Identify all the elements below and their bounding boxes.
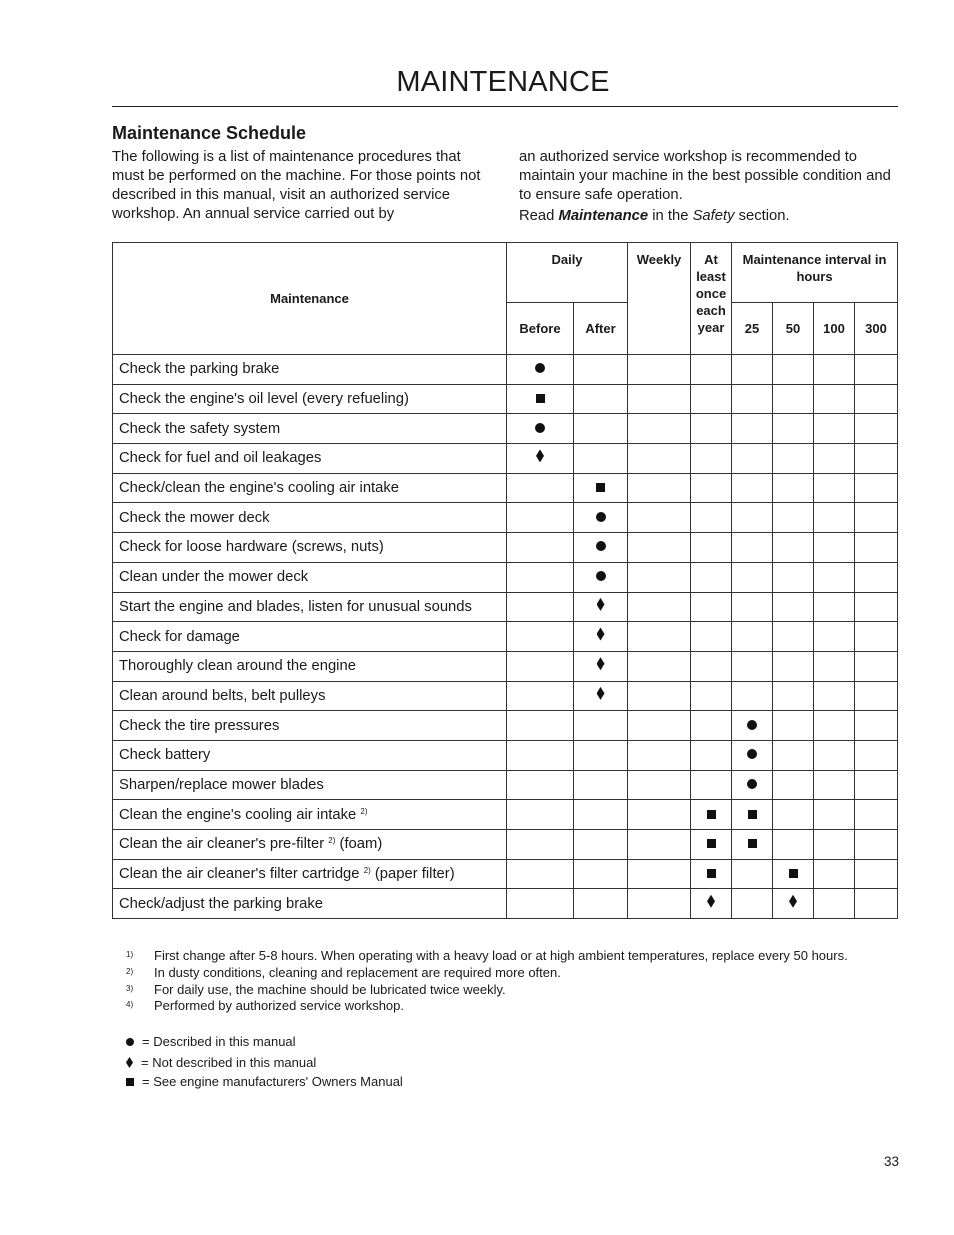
row-label	[113, 770, 507, 800]
row-label	[113, 681, 507, 711]
footnote-number: 3)	[126, 983, 134, 993]
schedule-cell	[732, 473, 773, 503]
square-icon	[707, 810, 716, 819]
read-reference	[519, 207, 899, 226]
header-25-hours: 25	[732, 303, 773, 355]
schedule-cell	[814, 533, 855, 563]
footnote-number: 4)	[126, 1000, 134, 1010]
footnotes	[126, 948, 848, 1015]
table-row	[113, 889, 898, 919]
schedule-cell	[855, 503, 898, 533]
schedule-cell	[773, 414, 814, 444]
row-label-text: Thoroughly clean around the engine	[119, 658, 356, 675]
schedule-cell	[814, 622, 855, 652]
row-label-suffix: (paper filter)	[370, 866, 455, 883]
schedule-cell	[507, 740, 574, 770]
schedule-cell	[855, 592, 898, 622]
square-icon	[707, 869, 716, 878]
schedule-cell	[691, 770, 732, 800]
header-50-hours: 50	[773, 303, 814, 355]
schedule-cell	[855, 414, 898, 444]
header-maintenance: Maintenance	[113, 243, 507, 355]
row-label	[113, 473, 507, 503]
footnote-ref: 2)	[360, 806, 368, 816]
intro-right-text: an authorized service workshop is recommended to maintain your machine in the best possible condition and to ensure safe operation.	[519, 149, 891, 203]
schedule-cell	[814, 384, 855, 414]
table-row	[113, 503, 898, 533]
schedule-cell	[773, 681, 814, 711]
schedule-cell	[773, 830, 814, 860]
schedule-cell	[574, 859, 628, 889]
schedule-cell	[574, 355, 628, 385]
schedule-cell	[814, 740, 855, 770]
row-label-text: Clean the engine's cooling air intake	[119, 806, 357, 823]
section-title: Maintenance Schedule	[112, 123, 307, 143]
schedule-cell	[691, 711, 732, 741]
schedule-cell	[855, 770, 898, 800]
schedule-cell	[507, 562, 574, 592]
schedule-cell	[773, 533, 814, 563]
schedule-cell	[628, 622, 691, 652]
header-after: After	[574, 303, 628, 355]
title-divider	[112, 106, 898, 107]
footnote-text: First change after 5-8 hours. When operating with a heavy load or at high ambient temperatures, replace every 50 hours.	[154, 948, 848, 963]
schedule-cell	[574, 533, 628, 563]
legend-square	[126, 1074, 403, 1089]
schedule-cell	[814, 830, 855, 860]
row-label	[113, 592, 507, 622]
row-label	[113, 830, 507, 860]
schedule-cell	[507, 414, 574, 444]
schedule-cell	[507, 889, 574, 919]
header-100-hours: 100	[814, 303, 855, 355]
row-label	[113, 384, 507, 414]
schedule-cell	[507, 355, 574, 385]
schedule-cell	[507, 473, 574, 503]
schedule-cell	[507, 651, 574, 681]
schedule-cell	[773, 592, 814, 622]
circle-icon	[747, 720, 757, 730]
schedule-cell	[507, 830, 574, 860]
header-interval: Maintenance interval in hours	[732, 243, 898, 303]
schedule-cell	[628, 889, 691, 919]
diamond-icon	[597, 687, 605, 700]
schedule-cell	[773, 859, 814, 889]
schedule-cell	[628, 414, 691, 444]
row-label-text: Check the safety system	[119, 420, 281, 437]
schedule-cell	[814, 592, 855, 622]
schedule-cell	[691, 800, 732, 830]
row-label	[113, 355, 507, 385]
table-row	[113, 859, 898, 889]
schedule-cell	[691, 681, 732, 711]
schedule-cell	[732, 711, 773, 741]
schedule-cell	[628, 770, 691, 800]
schedule-cell	[855, 681, 898, 711]
schedule-cell	[628, 859, 691, 889]
schedule-cell	[628, 740, 691, 770]
schedule-cell	[691, 889, 732, 919]
schedule-cell	[628, 681, 691, 711]
schedule-cell	[855, 889, 898, 919]
circle-icon	[596, 541, 606, 551]
schedule-cell	[773, 622, 814, 652]
schedule-cell	[691, 859, 732, 889]
schedule-cell	[773, 355, 814, 385]
diamond-icon	[536, 449, 544, 462]
schedule-cell	[574, 473, 628, 503]
schedule-cell	[691, 651, 732, 681]
header-weekly: Weekly	[628, 243, 691, 355]
schedule-cell	[855, 622, 898, 652]
schedule-cell	[574, 384, 628, 414]
schedule-cell	[855, 384, 898, 414]
table-row	[113, 740, 898, 770]
footnote-ref: 2)	[363, 866, 371, 876]
intro-left-column: The following is a list of maintenance procedures that must be performed on the machine. For those points not described in this manual, visit an authorized service workshop. An annual service carried out by	[112, 149, 481, 222]
read-suffix: section.	[734, 208, 790, 224]
footnote-3	[126, 982, 848, 999]
schedule-cell	[574, 889, 628, 919]
schedule-cell	[814, 562, 855, 592]
row-label-text: Check/clean the engine's cooling air intake	[119, 480, 400, 497]
row-label-text: Clean under the mower deck	[119, 569, 309, 586]
read-prefix: Read	[519, 208, 559, 224]
schedule-cell	[814, 711, 855, 741]
table-row	[113, 414, 898, 444]
row-label	[113, 651, 507, 681]
header-yearly	[691, 243, 732, 355]
row-label-text: Check the tire pressures	[119, 717, 280, 734]
schedule-cell	[732, 681, 773, 711]
page-title: MAINTENANCE	[396, 66, 610, 98]
row-label	[113, 622, 507, 652]
diamond-icon	[597, 628, 605, 641]
row-label	[113, 533, 507, 563]
schedule-cell	[507, 711, 574, 741]
schedule-cell	[814, 414, 855, 444]
schedule-cell	[732, 830, 773, 860]
schedule-cell	[691, 503, 732, 533]
schedule-cell	[574, 562, 628, 592]
circle-icon	[747, 779, 757, 789]
table-row	[113, 800, 898, 830]
schedule-cell	[814, 889, 855, 919]
schedule-cell	[628, 444, 691, 474]
schedule-cell	[507, 592, 574, 622]
row-label	[113, 711, 507, 741]
table-row	[113, 473, 898, 503]
schedule-cell	[628, 355, 691, 385]
schedule-cell	[814, 859, 855, 889]
schedule-cell	[732, 889, 773, 919]
intro-right-column	[519, 148, 899, 226]
legend-square-text: = See engine manufacturers' Owners Manual	[142, 1074, 403, 1089]
row-label-text: Check battery	[119, 747, 211, 764]
schedule-cell	[855, 651, 898, 681]
table-row	[113, 651, 898, 681]
footnote-2	[126, 965, 848, 982]
schedule-cell	[814, 473, 855, 503]
schedule-cell	[628, 533, 691, 563]
maintenance-schedule-table	[112, 242, 898, 919]
row-label-text: Check for fuel and oil leakages	[119, 450, 322, 467]
schedule-cell	[855, 444, 898, 474]
diamond-icon	[126, 1057, 133, 1068]
schedule-cell	[773, 800, 814, 830]
square-icon	[748, 839, 757, 848]
schedule-cell	[628, 503, 691, 533]
circle-icon	[126, 1038, 134, 1046]
footnote-text: Performed by authorized service workshop.	[154, 998, 405, 1014]
schedule-cell	[574, 711, 628, 741]
schedule-cell	[855, 800, 898, 830]
square-icon	[707, 839, 716, 848]
schedule-cell	[574, 622, 628, 652]
schedule-cell	[574, 770, 628, 800]
schedule-cell	[691, 622, 732, 652]
schedule-cell	[855, 355, 898, 385]
header-daily: Daily	[507, 243, 628, 303]
schedule-cell	[628, 384, 691, 414]
legend-circle	[126, 1034, 296, 1049]
schedule-cell	[732, 740, 773, 770]
row-label-text: Check the parking brake	[119, 361, 280, 378]
schedule-cell	[773, 889, 814, 919]
schedule-cell	[814, 444, 855, 474]
footnote-ref: 2)	[328, 836, 336, 846]
square-icon	[536, 394, 545, 403]
footnote-4	[126, 998, 848, 1015]
page-number: 33	[884, 1154, 900, 1169]
schedule-cell	[855, 533, 898, 563]
row-label	[113, 562, 507, 592]
read-maintenance-link: Maintenance	[558, 208, 649, 224]
circle-icon	[596, 571, 606, 581]
schedule-cell	[732, 355, 773, 385]
schedule-cell	[691, 384, 732, 414]
table-row	[113, 562, 898, 592]
legend-diamond	[126, 1055, 316, 1070]
footnote-number: 1)	[126, 950, 134, 959]
schedule-cell	[814, 651, 855, 681]
row-label	[113, 740, 507, 770]
schedule-cell	[732, 800, 773, 830]
table-row	[113, 444, 898, 474]
schedule-cell	[855, 830, 898, 860]
schedule-cell	[628, 830, 691, 860]
schedule-cell	[574, 503, 628, 533]
diamond-icon	[597, 598, 605, 611]
header-yearly-text: At least once each year	[695, 252, 727, 335]
schedule-cell	[574, 830, 628, 860]
schedule-cell	[855, 711, 898, 741]
schedule-cell	[574, 800, 628, 830]
row-label-text: Check for damage	[119, 628, 240, 645]
schedule-cell	[628, 800, 691, 830]
schedule-cell	[814, 355, 855, 385]
schedule-cell	[732, 503, 773, 533]
legend-diamond-text: = Not described in this manual	[141, 1055, 317, 1070]
row-label-text: Check the mower deck	[119, 509, 270, 526]
schedule-cell	[574, 651, 628, 681]
schedule-cell	[773, 384, 814, 414]
schedule-cell	[773, 740, 814, 770]
schedule-cell	[691, 830, 732, 860]
footnote-text: For daily use, the machine should be lubricated twice weekly.	[154, 981, 506, 997]
row-label-text: Clean around belts, belt pulleys	[119, 687, 326, 704]
schedule-cell	[691, 414, 732, 444]
diamond-icon	[707, 895, 715, 908]
schedule-cell	[732, 384, 773, 414]
schedule-cell	[773, 711, 814, 741]
schedule-cell	[814, 770, 855, 800]
square-icon	[596, 483, 605, 492]
table-row	[113, 770, 898, 800]
footnote-text: In dusty conditions, cleaning and replacement are required more often.	[154, 964, 561, 980]
square-icon	[789, 869, 798, 878]
diamond-icon	[789, 895, 797, 908]
table-row	[113, 711, 898, 741]
schedule-cell	[691, 592, 732, 622]
schedule-cell	[773, 444, 814, 474]
schedule-cell	[574, 414, 628, 444]
row-label-text: Check the engine's oil level (every refueling)	[119, 391, 409, 408]
header-300-hours: 300	[855, 303, 898, 355]
circle-icon	[535, 423, 545, 433]
circle-icon	[596, 512, 606, 522]
row-label-text: Clean the air cleaner's filter cartridge	[119, 866, 360, 883]
legend-circle-text: = Described in this manual	[142, 1034, 296, 1049]
schedule-cell	[574, 740, 628, 770]
schedule-cell	[628, 592, 691, 622]
schedule-cell	[507, 859, 574, 889]
schedule-cell	[507, 533, 574, 563]
row-label-text: Check/adjust the parking brake	[119, 895, 323, 912]
header-before: Before	[507, 303, 574, 355]
table-row	[113, 681, 898, 711]
schedule-cell	[732, 859, 773, 889]
schedule-cell	[814, 681, 855, 711]
schedule-cell	[574, 444, 628, 474]
schedule-cell	[507, 384, 574, 414]
row-label	[113, 444, 507, 474]
schedule-cell	[691, 740, 732, 770]
schedule-cell	[732, 444, 773, 474]
schedule-cell	[855, 859, 898, 889]
schedule-cell	[628, 562, 691, 592]
schedule-cell	[507, 800, 574, 830]
schedule-cell	[732, 622, 773, 652]
schedule-cell	[732, 533, 773, 563]
schedule-rows	[113, 355, 898, 919]
table-row	[113, 830, 898, 860]
schedule-cell	[773, 473, 814, 503]
schedule-cell	[628, 651, 691, 681]
schedule-cell	[507, 444, 574, 474]
row-label	[113, 889, 507, 919]
footnote-number: 2)	[126, 966, 134, 976]
row-label	[113, 800, 507, 830]
schedule-cell	[574, 592, 628, 622]
schedule-cell	[773, 562, 814, 592]
schedule-cell	[574, 681, 628, 711]
table-row	[113, 384, 898, 414]
schedule-cell	[855, 740, 898, 770]
schedule-cell	[691, 444, 732, 474]
read-mid: in the	[648, 208, 693, 224]
schedule-cell	[732, 592, 773, 622]
schedule-cell	[773, 651, 814, 681]
table-row	[113, 533, 898, 563]
table-row	[113, 355, 898, 385]
row-label	[113, 503, 507, 533]
circle-icon	[535, 363, 545, 373]
schedule-cell	[855, 562, 898, 592]
schedule-cell	[507, 770, 574, 800]
row-label-suffix: (foam)	[335, 836, 383, 853]
schedule-cell	[628, 711, 691, 741]
read-safety-link: Safety	[692, 208, 735, 224]
schedule-cell	[855, 473, 898, 503]
schedule-cell	[732, 651, 773, 681]
schedule-cell	[507, 622, 574, 652]
schedule-cell	[814, 503, 855, 533]
circle-icon	[747, 749, 757, 759]
row-label-text: Start the engine and blades, listen for unusual sounds	[119, 598, 472, 615]
diamond-icon	[597, 657, 605, 670]
schedule-cell	[507, 503, 574, 533]
schedule-cell	[691, 562, 732, 592]
row-label	[113, 414, 507, 444]
schedule-cell	[773, 770, 814, 800]
row-label-text: Check for loose hardware (screws, nuts)	[119, 539, 384, 556]
schedule-cell	[732, 414, 773, 444]
schedule-cell	[732, 562, 773, 592]
footnote-1	[126, 948, 848, 965]
schedule-cell	[732, 770, 773, 800]
schedule-cell	[691, 473, 732, 503]
schedule-cell	[773, 503, 814, 533]
square-icon	[126, 1078, 134, 1086]
schedule-cell	[628, 473, 691, 503]
row-label	[113, 859, 507, 889]
table-row	[113, 622, 898, 652]
schedule-cell	[691, 533, 732, 563]
schedule-cell	[691, 355, 732, 385]
row-label-text: Sharpen/replace mower blades	[119, 776, 324, 793]
schedule-cell	[814, 800, 855, 830]
row-label-text: Clean the air cleaner's pre-filter	[119, 836, 325, 853]
table-row	[113, 592, 898, 622]
schedule-cell	[507, 681, 574, 711]
square-icon	[748, 810, 757, 819]
